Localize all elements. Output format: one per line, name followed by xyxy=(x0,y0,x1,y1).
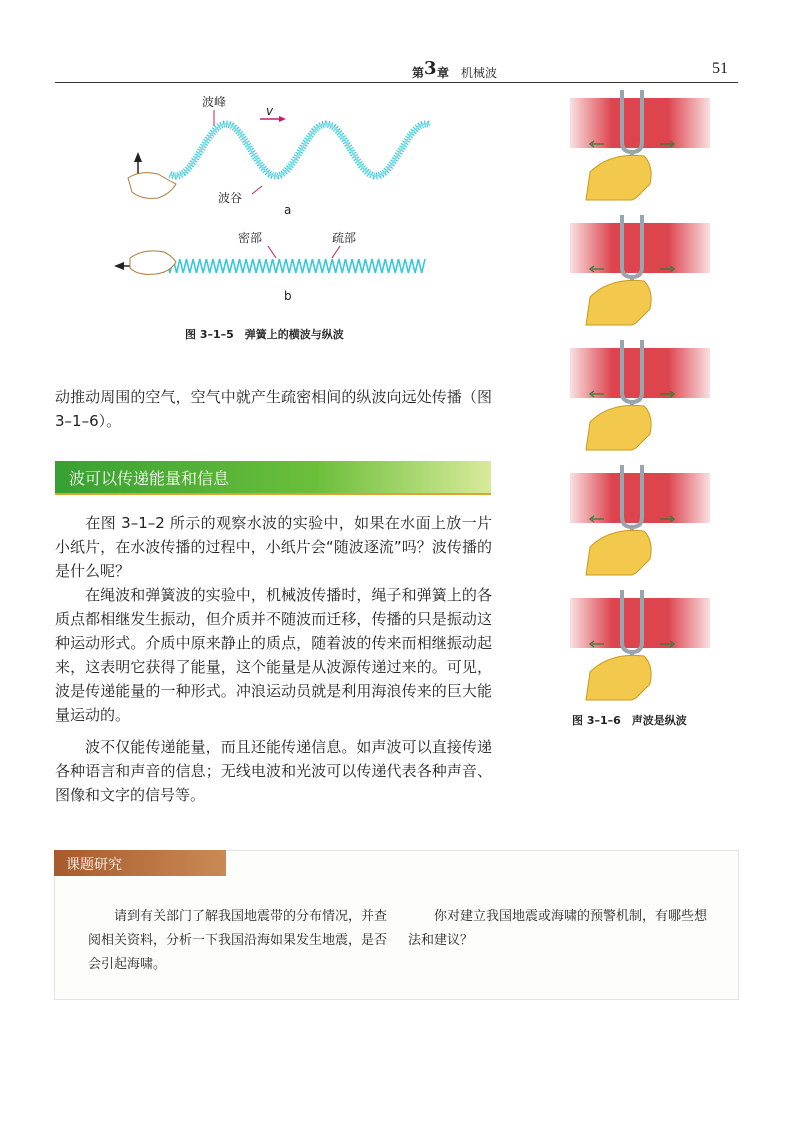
figure-316-caption: 图 3–1–6 声波是纵波 xyxy=(572,714,687,727)
paragraph-2 xyxy=(55,583,492,727)
research-right-content: 你对建立我国地震或海啸的预警机制，有哪些想法和建议？ xyxy=(408,909,708,948)
spring-wave-figure xyxy=(110,90,440,310)
trough-pointer xyxy=(252,186,262,194)
tuning-fork-4 xyxy=(570,465,710,575)
tuning-fork-2 xyxy=(570,215,710,325)
tuning-fork-5 xyxy=(570,590,710,700)
section-heading xyxy=(55,461,491,495)
page-number: 51 xyxy=(712,60,728,77)
hand-icon xyxy=(586,405,651,450)
section-heading-text: 波可以传递能量和信息 xyxy=(69,469,230,488)
hand-icon xyxy=(586,655,651,700)
header-rule xyxy=(55,82,738,83)
chapter-title: 机械波 xyxy=(461,66,498,80)
hand-icon xyxy=(586,155,651,200)
crest-label: 波峰 xyxy=(202,95,227,109)
tuning-fork-3 xyxy=(570,340,710,450)
hand-icon xyxy=(586,280,651,325)
paragraph-1 xyxy=(55,511,492,583)
tuning-fork-figure xyxy=(560,90,710,710)
research-left-content: 请到有关部门了解我国地震带的分布情况，并查阅相关资料，分析一下我国沿海如果发生地震，是否会引起海啸。 xyxy=(88,909,388,972)
transverse-wave-core xyxy=(170,124,430,176)
paragraph-1-text: 在图 3–1–2 所示的观察水波的实验中，如果在水面上放一片小纸片，在水波传播的过程中，小纸片会“随波逐流”吗？波传播的是什么呢？ xyxy=(55,514,492,580)
compression-label: 密部 xyxy=(238,231,263,245)
velocity-arrow-head-icon xyxy=(279,116,286,122)
up-arrow-head-icon xyxy=(134,152,142,162)
trough-label: 波谷 xyxy=(218,191,243,205)
left-arrow-head-icon xyxy=(114,262,124,270)
chapter-number: 3 xyxy=(424,58,437,79)
hand-a-icon xyxy=(128,173,176,199)
page-header xyxy=(55,60,738,84)
chapter-prefix: 第 xyxy=(412,66,425,80)
longitudinal-wave-spring xyxy=(160,259,425,273)
paragraph-3-text: 波不仅能传递能量，而且还能传递信息。如声波可以直接传递各种语言和声音的信息；无线电波和光波可以传递代表各种声音、图像和文字的信号等。 xyxy=(55,738,492,804)
research-right-text xyxy=(408,905,708,953)
figure-b-label: b xyxy=(284,289,292,303)
paragraph-3 xyxy=(55,735,492,807)
figure-a-label: a xyxy=(284,203,292,217)
rarefaction-pointer xyxy=(332,246,340,258)
paragraph-2-text: 在绳波和弹簧波的实验中，机械波传播时，绳子和弹簧上的各质点都相继发生振动，但介质并不随波而迁移，传播的只是振动这种运动形式。介质中原来静止的质点，随着波的传来而相继振动起来，这表明它获得了能量，这个能量是从波源传递过来的。可见，波是传递能量的一种形式。冲浪运动员就是利用海浪传来的巨大能量运动的。 xyxy=(55,586,492,724)
rarefaction-label: 疏部 xyxy=(332,231,357,245)
intro-paragraph: 动推动周围的空气，空气中就产生疏密相间的纵波向远处传播（图 3–1–6）。 xyxy=(55,388,492,430)
research-left-text xyxy=(88,905,388,977)
research-title-tab xyxy=(54,850,226,876)
hand-icon xyxy=(586,530,651,575)
chapter-suffix: 章 xyxy=(437,66,450,80)
tuning-fork-1 xyxy=(570,90,710,200)
research-title: 课题研究 xyxy=(66,857,122,873)
velocity-label: v xyxy=(266,104,274,118)
figure-315-caption: 图 3–1–5 弹簧上的横波与纵波 xyxy=(185,328,344,341)
compression-pointer xyxy=(268,246,276,258)
